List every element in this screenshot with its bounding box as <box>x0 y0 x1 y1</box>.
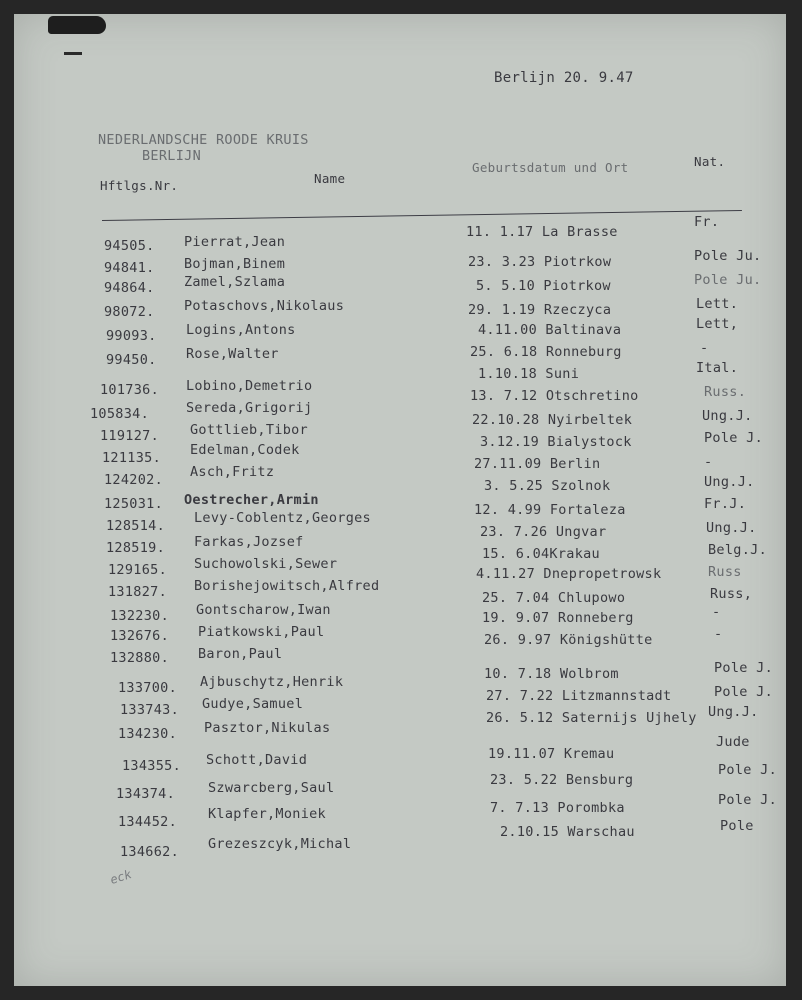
prisoner-number: 98072. <box>104 304 155 320</box>
prisoner-number: 134230. <box>118 726 177 742</box>
nationality: Ung.J. <box>708 704 759 720</box>
prisoner-number: 134452. <box>118 814 177 830</box>
prisoner-number: 134662. <box>120 844 179 860</box>
nationality: Jude <box>716 734 750 750</box>
prisoner-name: Gottlieb,Tibor <box>190 422 308 438</box>
nationality: - <box>700 340 709 356</box>
prisoner-name: Rose,Walter <box>186 346 279 362</box>
birth-date-place: 23. 5.22 Bensburg <box>490 772 634 788</box>
nationality: Russ. <box>704 384 747 400</box>
birth-date-place: 4.11.00 Baltinava <box>478 322 622 338</box>
nationality: Pole <box>720 818 754 834</box>
prisoner-name: Zamel,Szlama <box>184 274 286 290</box>
birth-date-place: 12. 4.99 Fortaleza <box>474 502 626 518</box>
prisoner-name: Lobino,Demetrio <box>186 378 313 394</box>
nationality: Lett. <box>696 296 739 312</box>
prisoner-number: 132880. <box>110 650 169 666</box>
birth-date-place: 2.10.15 Warschau <box>500 824 635 840</box>
prisoner-number: 133700. <box>118 680 177 696</box>
birth-date-place: 5. 5.10 Piotrkow <box>476 278 611 294</box>
prisoner-number: 124202. <box>104 472 163 488</box>
prisoner-name: Grezeszcyk,Michal <box>208 836 352 852</box>
handwritten-mark: eck <box>108 866 134 888</box>
birth-date-place: 15. 6.04Krakau <box>482 546 600 562</box>
col-header-number: Hftlgs.Nr. <box>100 178 179 193</box>
prisoner-name: Oestrecher,Armin <box>184 492 319 508</box>
nationality: Pole J. <box>718 792 777 808</box>
prisoner-number: 105834. <box>90 406 149 422</box>
prisoner-number: 134355. <box>122 758 181 774</box>
prisoner-number: 94841. <box>104 260 155 276</box>
place-date: Berlijn 20. 9.47 <box>494 70 634 86</box>
prisoner-name: Gontscharow,Iwan <box>196 602 331 618</box>
prisoner-name: Asch,Fritz <box>190 464 275 480</box>
nationality: Belg.J. <box>708 542 767 558</box>
prisoner-number: 132676. <box>110 628 169 644</box>
prisoner-number: 99093. <box>106 328 157 344</box>
prisoner-number: 128514. <box>106 518 165 534</box>
prisoner-name: Borishejowitsch,Alfred <box>194 578 380 594</box>
birth-date-place: 13. 7.12 Otschretino <box>470 388 639 404</box>
birth-date-place: 11. 1.17 La Brasse <box>466 224 618 240</box>
prisoner-name: Pierrat,Jean <box>184 234 286 250</box>
list-row <box>14 340 786 372</box>
prisoner-name: Suchowolski,Sewer <box>194 556 338 572</box>
prisoner-number: 125031. <box>104 496 163 512</box>
prisoner-name: Potaschovs,Nikolaus <box>184 298 345 314</box>
prisoner-name: Farkas,Jozsef <box>194 534 304 550</box>
org-city: BERLIJN <box>142 148 201 164</box>
document-sheet <box>14 14 786 986</box>
prisoner-number: 94864. <box>104 280 155 296</box>
prisoner-name: Sereda,Grigorij <box>186 400 313 416</box>
prisoner-number: 132230. <box>110 608 169 624</box>
col-header-birth: Geburtsdatum und Ort <box>472 160 629 175</box>
birth-date-place: 3.12.19 Bialystock <box>480 434 632 450</box>
birth-date-place: 22.10.28 Nyirbeltek <box>472 412 633 428</box>
prisoner-name: Baron,Paul <box>198 646 283 662</box>
birth-date-place: 29. 1.19 Rzeczyca <box>468 302 612 318</box>
prisoner-number: 119127. <box>100 428 159 444</box>
prisoner-name: Schott,David <box>206 752 308 768</box>
birth-date-place: 19. 9.07 Ronneberg <box>482 610 634 626</box>
prisoner-name: Piatkowski,Paul <box>198 624 325 640</box>
nationality: Pole J. <box>704 430 763 446</box>
prisoner-number: 121135. <box>102 450 161 466</box>
prisoner-name: Levy-Coblentz,Georges <box>194 510 371 526</box>
prisoner-name: Bojman,Binem <box>184 256 286 272</box>
birth-date-place: 27.11.09 Berlin <box>474 456 601 472</box>
birth-date-place: 25. 7.04 Chlupowo <box>482 590 626 606</box>
birth-date-place: 19.11.07 Kremau <box>488 746 615 762</box>
list-row <box>14 214 786 254</box>
nationality: - <box>714 626 723 642</box>
ink-mark <box>64 52 82 55</box>
birth-date-place: 26. 5.12 Saternijs Ujhely <box>486 710 697 726</box>
nationality: - <box>704 454 713 470</box>
nationality: Pole Ju. <box>694 248 762 264</box>
birth-date-place: 23. 3.23 Piotrkow <box>468 254 612 270</box>
nationality: Ung.J. <box>706 520 757 536</box>
list-row <box>14 248 786 276</box>
birth-date-place: 23. 7.26 Ungvar <box>480 524 607 540</box>
prisoner-name: Edelman,Codek <box>190 442 300 458</box>
nationality: Pole J. <box>718 762 777 778</box>
birth-date-place: 27. 7.22 Litzmannstadt <box>486 688 672 704</box>
birth-date-place: 25. 6.18 Ronneburg <box>470 344 622 360</box>
org-name: NEDERLANDSCHE ROODE KRUIS <box>98 132 309 148</box>
col-header-name: Name <box>314 171 346 186</box>
header-rule <box>102 210 742 221</box>
prisoner-name: Klapfer,Moniek <box>208 806 326 822</box>
prisoner-number: 128519. <box>106 540 165 556</box>
nationality: Russ <box>708 564 742 580</box>
prisoner-number: 134374. <box>116 786 175 802</box>
prisoner-number: 129165. <box>108 562 167 578</box>
nationality: Pole Ju. <box>694 272 762 288</box>
prisoner-name: Pasztor,Nikulas <box>204 720 331 736</box>
nationality: Fr. <box>694 214 720 230</box>
ink-blot <box>48 16 106 34</box>
prisoner-name: Ajbuschytz,Henrik <box>200 674 344 690</box>
list-row <box>14 316 786 348</box>
prisoner-number: 99450. <box>106 352 157 368</box>
prisoner-name: Logins,Antons <box>186 322 296 338</box>
list-row <box>14 272 786 300</box>
prisoner-number: 133743. <box>120 702 179 718</box>
nationality: Ital. <box>696 360 739 376</box>
prisoner-name: Gudye,Samuel <box>202 696 304 712</box>
birth-date-place: 1.10.18 Suni <box>478 366 580 382</box>
prisoner-name: Szwarcberg,Saul <box>208 780 335 796</box>
birth-date-place: 10. 7.18 Wolbrom <box>484 666 619 682</box>
birth-date-place: 3. 5.25 Szolnok <box>484 478 611 494</box>
birth-date-place: 7. 7.13 Porombka <box>490 800 625 816</box>
prisoner-number: 94505. <box>104 238 155 254</box>
nationality: Fr.J. <box>704 496 747 512</box>
nationality: Pole J. <box>714 660 773 676</box>
list-row <box>14 296 786 324</box>
nationality: Lett, <box>696 316 739 332</box>
birth-date-place: 26. 9.97 Königshütte <box>484 632 653 648</box>
nationality: Pole J. <box>714 684 773 700</box>
nationality: Ung.J. <box>702 408 753 424</box>
nationality: Ung.J. <box>704 474 755 490</box>
prisoner-number: 131827. <box>108 584 167 600</box>
nationality: - <box>712 604 721 620</box>
birth-date-place: 4.11.27 Dnepropetrowsk <box>476 566 662 582</box>
nationality: Russ, <box>710 586 753 602</box>
col-header-nationality: Nat. <box>694 154 726 169</box>
prisoner-number: 101736. <box>100 382 159 398</box>
